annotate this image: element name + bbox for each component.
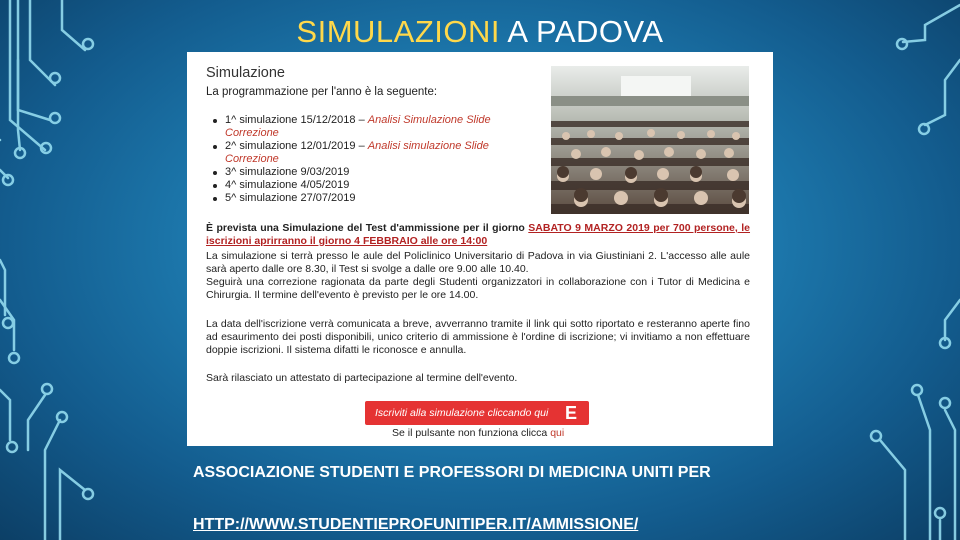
slide-title-highlight: SIMULAZIONI: [296, 14, 500, 49]
slide-title-rest: A PADOVA: [500, 14, 664, 49]
schedule-intro: La programmazione per l'anno è la seguente:: [206, 86, 438, 98]
fallback-note: Se il pulsante non funziona clicca qui: [392, 427, 565, 439]
page-title: Simulazione: [206, 65, 285, 81]
correction-link[interactable]: Correzione: [225, 127, 279, 139]
event-announcement: È prevista una Simulazione del Test d'ammissione per il giorno SABATO 9 MARZO 2019 per 700 persone, le iscrizioni aprirranno il giorno 4 FEBBRAIO alle ore 14:00: [206, 222, 751, 247]
schedule-list: [225, 114, 491, 205]
event-date: SABATO 9 MARZO 2019 per 700 persone: [528, 222, 735, 234]
list-item: [225, 127, 491, 140]
register-button-icon: E: [564, 403, 577, 423]
association-caption: ASSOCIAZIONE STUDENTI E PROFESSORI DI MEDICINA UNITI PER: [193, 464, 711, 481]
website-url-link[interactable]: HTTP://WWW.STUDENTIEPROFUNITIPER.IT/AMMISSIONE/: [193, 516, 639, 533]
slide-title: [0, 14, 960, 50]
list-item: 4^ simulazione 4/05/2019: [225, 179, 491, 192]
lecture-hall-photo: [551, 66, 749, 214]
fallback-link[interactable]: qui: [550, 427, 565, 439]
analysis-link[interactable]: Analisi simulazione Slide: [367, 140, 489, 152]
certificate-paragraph: Sarà rilasciato un attestato di partecipazione al termine dell'evento.: [206, 372, 518, 384]
correction-paragraph: Seguirà una correzione ragionata da parte degli Studenti organizzatori in collaborazione con i Tutor di Medicina e Chirurgia. Il termine dell'evento è previsto per le ore 14.00.: [206, 276, 750, 301]
list-item: 3^ simulazione 9/03/2019: [225, 166, 491, 179]
list-item: [225, 153, 491, 166]
register-button[interactable]: [365, 401, 589, 425]
correction-link[interactable]: Correzione: [225, 153, 279, 165]
registration-paragraph: La data dell'iscrizione verrà comunicata a breve, avverranno tramite il link qui sotto riportato e resteranno aperte fino ad esaurimento dei posti disponibili, unico criterio di ammissione è l'ordine di iscrizione; vi invitiamo a non effettuare doppie iscrizioni. Il sistema difatti le riconosce e annulla.: [206, 318, 750, 356]
list-item: 5^ simulazione 27/07/2019: [225, 192, 491, 205]
register-button-label: Iscriviti alla simulazione cliccando qui: [375, 407, 549, 419]
analysis-link[interactable]: Analisi Simulazione Slide: [367, 114, 491, 126]
list-item: 1^ simulazione 15/12/2018 – Analisi Simulazione Slide: [225, 114, 491, 126]
website-screenshot: [187, 52, 773, 446]
list-item: 2^ simulazione 12/01/2019 – Analisi simulazione Slide: [225, 140, 489, 152]
location-paragraph: La simulazione si terrà presso le aule del Policlinico Universitario di Padova in via Giustiniani 2. L'accesso alle aule sarà aperto dalle ore 8.30, il Test si svolge a dalle ore 9.00 alle 10.40.: [206, 250, 750, 275]
